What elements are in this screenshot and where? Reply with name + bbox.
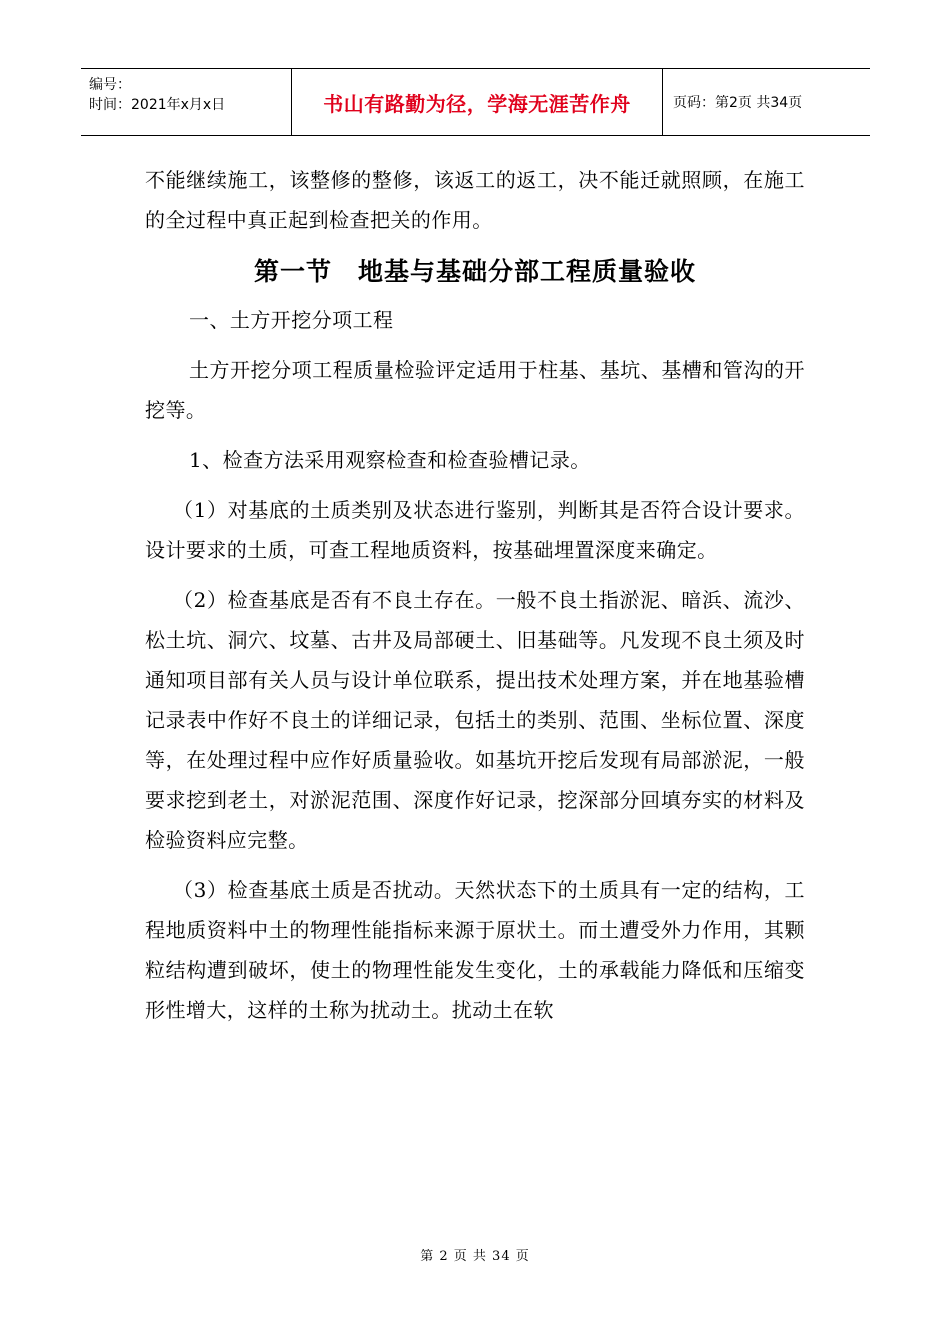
paragraph-item-2: （2）检查基底是否有不良土存在。一般不良土指淤泥、暗浜、流沙、松土坑、洞穴、坟墓、古井及局部硬土、旧基础等。凡发现不良土须及时通知项目部有关人员与设计单位联系，提出技术处理方案，并在地基验槽记录表中作好不良土的详细记录，包括土的类别、范围、坐标位置、深度等，在处理过程中应作好质量验收。如基坑开挖后发现有局部淤泥，一般要求挖到老土，对淤泥范围、深度作好记录，挖深部分回填夯实的材料及检验资料应完整。 xyxy=(145,588,805,852)
paragraph-item-1: （1）对基底的土质类别及状态进行鉴别，判断其是否符合设计要求。设计要求的土质，可查工程地质资料，按基础埋置深度来确定。 xyxy=(145,498,805,562)
number-label: 编号： xyxy=(89,77,131,93)
paragraph-method: 1、检查方法采用观察检查和检查验槽记录。 xyxy=(189,448,591,472)
paragraph-scope: 土方开挖分项工程质量检验评定适用于柱基、基坑、基槽和管沟的开挖等。 xyxy=(145,358,805,422)
document-body xyxy=(145,160,805,1030)
page-footer: 第 2 页 共 34 页 xyxy=(420,1249,530,1264)
paragraph-continued: 不能继续施工，该整修的整修，该返工的返工，决不能迁就照顾，在施工的全过程中真正起到检查把关的作用。 xyxy=(145,168,805,232)
header-page-info: 页码：第2页 共34页 xyxy=(663,69,871,136)
header-motto: 书山有路勤为径，学海无涯苦作舟 xyxy=(292,69,663,136)
header-meta-cell xyxy=(81,69,292,136)
time-label: 时间：2021年x月x日 xyxy=(89,97,226,113)
section-title: 第一节 地基与基础分部工程质量验收 xyxy=(253,257,696,286)
subsection-title: 一、土方开挖分项工程 xyxy=(189,308,394,332)
paragraph-item-3: （3）检查基底土质是否扰动。天然状态下的土质具有一定的结构，工程地质资料中土的物理性能指标来源于原状土。而土遭受外力作用，其颗粒结构遭到破坏，使土的物理性能发生变化，土的承载能力降低和压缩变形性增大，这样的土称为扰动土。扰动土在软 xyxy=(145,878,805,1022)
document-header xyxy=(81,68,870,136)
